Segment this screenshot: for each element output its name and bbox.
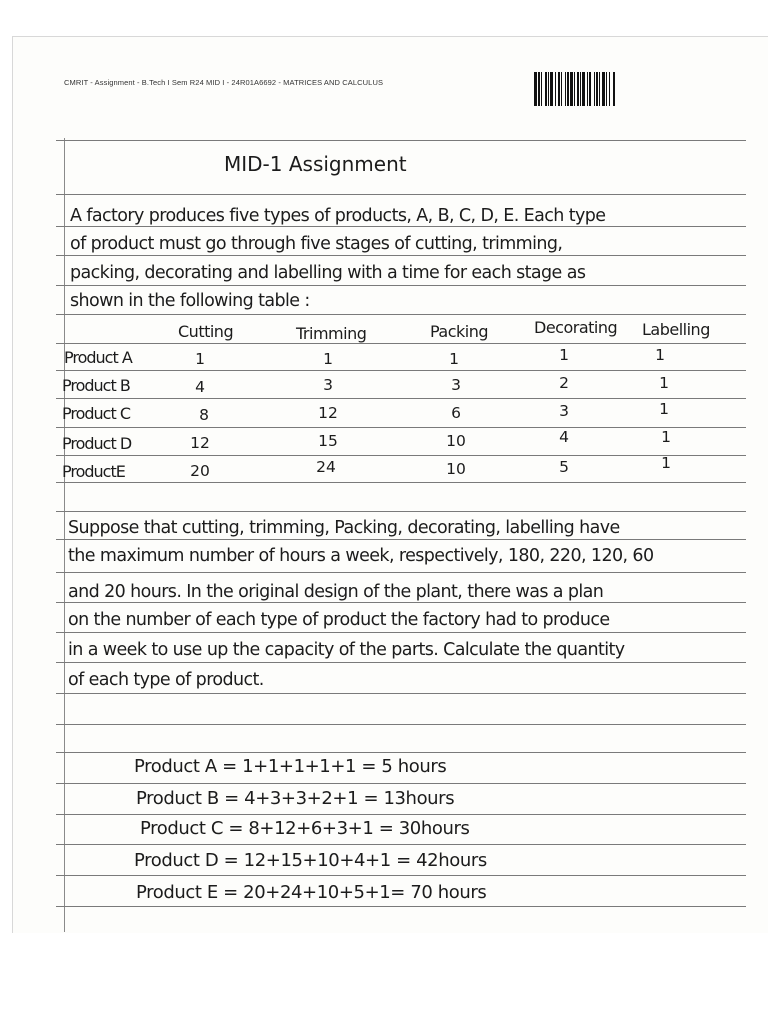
intro-line: of product must go through five stages of cutting, trimming, bbox=[70, 234, 563, 254]
table-cell: 4 bbox=[195, 378, 205, 396]
ruled-line bbox=[56, 427, 746, 428]
question-line: in a week to use up the capacity of the parts. Calculate the quantity bbox=[68, 640, 625, 660]
table-cell: 24 bbox=[316, 458, 336, 476]
row-label: ProductE bbox=[62, 462, 125, 481]
ruled-sheet bbox=[56, 128, 746, 932]
ruled-line bbox=[56, 814, 746, 815]
ruled-line bbox=[56, 752, 746, 753]
margin-line bbox=[64, 138, 65, 932]
ruled-line bbox=[56, 844, 746, 845]
ruled-line bbox=[56, 906, 746, 907]
table-cell: 5 bbox=[559, 458, 569, 476]
ruled-line bbox=[56, 455, 746, 456]
ruled-line bbox=[56, 724, 746, 725]
table-cell: 3 bbox=[323, 376, 333, 394]
ruled-line bbox=[56, 539, 746, 540]
ruled-line bbox=[56, 314, 746, 315]
table-cell: 20 bbox=[190, 462, 210, 480]
table-cell: 12 bbox=[190, 434, 210, 452]
ruled-line bbox=[56, 662, 746, 663]
row-label: Product C bbox=[62, 404, 131, 423]
table-cell: 1 bbox=[559, 346, 569, 364]
column-header: Labelling bbox=[642, 320, 710, 339]
question-line: of each type of product. bbox=[68, 670, 264, 690]
table-cell: 3 bbox=[559, 402, 569, 420]
table-cell: 4 bbox=[559, 428, 569, 446]
calculation-line: Product E = 20+24+10+5+1= 70 hours bbox=[136, 882, 487, 903]
calculation-line: Product A = 1+1+1+1+1 = 5 hours bbox=[134, 756, 447, 777]
table-cell: 3 bbox=[451, 376, 461, 394]
column-header: Packing bbox=[430, 322, 489, 341]
table-cell: 1 bbox=[195, 350, 205, 368]
ruled-line bbox=[56, 632, 746, 633]
table-cell: 1 bbox=[659, 374, 669, 392]
table-cell: 2 bbox=[559, 374, 569, 392]
table-cell: 1 bbox=[655, 346, 665, 364]
intro-line: A factory produces five types of products, A, B, C, D, E. Each type bbox=[70, 206, 606, 226]
row-label: Product A bbox=[64, 348, 132, 367]
ruled-line bbox=[56, 255, 746, 256]
ruled-line bbox=[56, 285, 746, 286]
ruled-line bbox=[56, 602, 746, 603]
intro-line: packing, decorating and labelling with a time for each stage as bbox=[70, 263, 586, 283]
table-cell: 6 bbox=[451, 404, 461, 422]
assignment-title: MID-1 Assignment bbox=[224, 152, 407, 176]
row-label: Product D bbox=[62, 434, 132, 453]
barcode-bar bbox=[615, 72, 616, 106]
question-line: Suppose that cutting, trimming, Packing, decorating, labelling have bbox=[68, 518, 620, 538]
ruled-line bbox=[56, 194, 746, 195]
table-cell: 1 bbox=[449, 350, 459, 368]
column-header: Cutting bbox=[178, 322, 234, 341]
calculation-line: Product C = 8+12+6+3+1 = 30hours bbox=[140, 818, 470, 839]
ruled-line bbox=[56, 693, 746, 694]
calculation-line: Product B = 4+3+3+2+1 = 13hours bbox=[136, 788, 455, 809]
table-cell: 12 bbox=[318, 404, 338, 422]
table-cell: 1 bbox=[659, 400, 669, 418]
ruled-line bbox=[56, 140, 746, 141]
table-cell: 1 bbox=[323, 350, 333, 368]
intro-line: shown in the following table : bbox=[70, 291, 310, 311]
row-label: Product B bbox=[62, 376, 130, 395]
table-cell: 8 bbox=[199, 406, 209, 424]
column-header: Trimming bbox=[296, 324, 367, 343]
column-header: Decorating bbox=[534, 318, 618, 337]
question-line: and 20 hours. In the original design of the plant, there was a plan bbox=[68, 582, 604, 602]
ruled-line bbox=[56, 482, 746, 483]
ruled-line bbox=[56, 370, 746, 371]
table-cell: 10 bbox=[446, 460, 466, 478]
ruled-line bbox=[56, 226, 746, 227]
ruled-line bbox=[56, 875, 746, 876]
question-line: the maximum number of hours a week, respectively, 180, 220, 120, 60 bbox=[68, 546, 654, 566]
calculation-line: Product D = 12+15+10+4+1 = 42hours bbox=[134, 850, 487, 871]
table-cell: 10 bbox=[446, 432, 466, 450]
ruled-line bbox=[56, 572, 746, 573]
barcode-image bbox=[534, 72, 696, 106]
ruled-line bbox=[56, 783, 746, 784]
ruled-line bbox=[56, 398, 746, 399]
course-header: CMRIT - Assignment - B.Tech I Sem R24 MID I - 24R01A6692 - MATRICES AND CALCULUS bbox=[64, 78, 384, 87]
ruled-line bbox=[56, 343, 746, 344]
table-cell: 1 bbox=[661, 454, 671, 472]
table-cell: 1 bbox=[661, 428, 671, 446]
ruled-line bbox=[56, 511, 746, 512]
question-line: on the number of each type of product the factory had to produce bbox=[68, 610, 610, 630]
table-cell: 15 bbox=[318, 432, 338, 450]
